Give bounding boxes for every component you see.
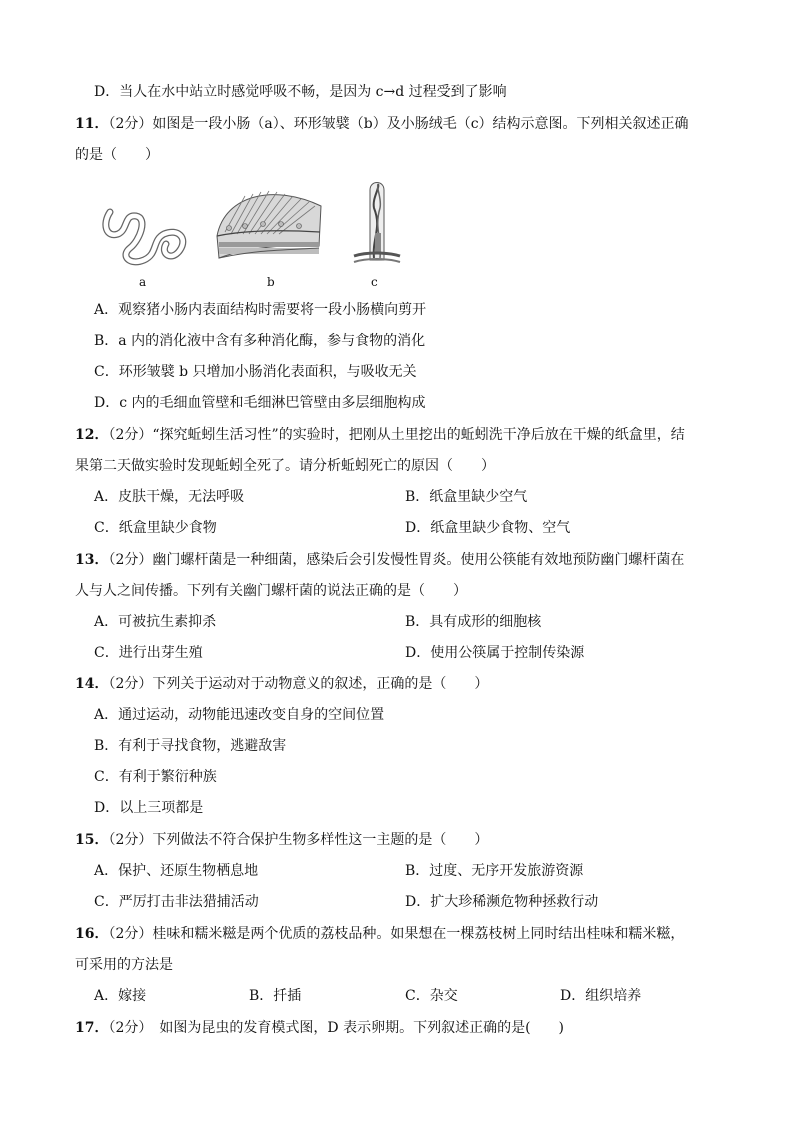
q13-option-b: B．具有成形的细胞核 [405, 614, 542, 630]
q15-option-b: B．过度、无序开发旅游资源 [405, 863, 584, 879]
q12-option-a: A．皮肤干燥，无法呼吸 [94, 489, 245, 505]
q12-option-d: D．纸盒里缺少食物、空气 [405, 520, 571, 536]
q12-row2 [94, 518, 571, 538]
q12-stem [75, 425, 685, 445]
q16-option-c: C．杂交 [405, 988, 458, 1004]
q11-stem [75, 114, 689, 134]
q14-option-d: D．以上三项都是 [94, 800, 204, 816]
q11-figure [100, 178, 420, 293]
q16-option-a: A．嫁接 [94, 988, 147, 1004]
q14-option-c: C．有利于繁衍种族 [94, 769, 217, 785]
q16-option-d: D．组织培养 [560, 988, 642, 1004]
fig-label-b: b [267, 275, 275, 289]
small-intestine-illustration [100, 204, 195, 269]
q13-stem-line1: （2分）幽门螺杆菌是一种细菌，感染后会引发慢性胃炎。使用公筷能有效地预防幽门螺杆菌在 [108, 552, 685, 568]
q13-stem-line2: 人与人之间传播。下列有关幽门螺杆菌的说法正确的是（ ） [75, 583, 467, 599]
q14-option-a: A．通过运动，动物能迅速改变自身的空间位置 [94, 707, 385, 723]
q10-option-d: D．当人在水中站立时感觉呼吸不畅，是因为 c→d 过程受到了影响 [94, 84, 507, 100]
q12-option-c: C．纸盒里缺少食物 [94, 520, 217, 536]
q15-option-a: A．保护、还原生物栖息地 [94, 863, 259, 879]
q14-number: 14． [75, 676, 109, 692]
q12-stem-line2: 果第二天做实验时发现蚯蚓全死了。请分析蚯蚓死亡的原因（ ） [75, 458, 495, 474]
q15-stem [75, 830, 488, 850]
q11-option-a: A．观察猪小肠内表面结构时需要将一段小肠横向剪开 [94, 302, 427, 318]
q15-row2 [94, 892, 599, 912]
q15-row1 [94, 861, 584, 881]
fig-label-c: c [371, 275, 378, 289]
q12-option-b: B．纸盒里缺少空气 [405, 489, 528, 505]
q13-stem [75, 550, 684, 570]
q11-option-c: C．环形皱襞 b 只增加小肠消化表面积，与吸收无关 [94, 364, 417, 380]
q12-row1 [94, 487, 528, 507]
q13-option-d: D．使用公筷属于控制传染源 [405, 645, 585, 661]
q16-number: 16． [75, 926, 109, 942]
q13-option-a: A．可被抗生素抑杀 [94, 614, 217, 630]
q13-row2 [94, 643, 585, 663]
q11-option-d: D．c 内的毛细血管壁和毛细淋巴管壁由多层细胞构成 [94, 395, 426, 411]
villus-illustration [352, 178, 402, 270]
q17-number: 17． [75, 1020, 109, 1036]
q11-number: 11． [75, 116, 109, 132]
fig-label-a: a [139, 275, 147, 289]
q16-option-b: B．扦插 [249, 988, 302, 1004]
q15-number: 15． [75, 832, 109, 848]
q12-number: 12． [75, 427, 109, 443]
q14-stem [75, 674, 488, 694]
q15-option-c: C．严厉打击非法猎捕活动 [94, 894, 259, 910]
q13-option-c: C．进行出芽生殖 [94, 645, 203, 661]
q15-stem-line1: （2分）下列做法不符合保护生物多样性这一主题的是（ ） [108, 832, 489, 848]
q16-stem-line2: 可采用的方法是 [75, 957, 173, 973]
q12-stem-line1: （2分）“探究蚯蚓生活习性”的实验时，把刚从土里挖出的蚯蚓洗干净后放在干燥的纸盒里，结 [108, 427, 685, 443]
q14-stem-line1: （2分）下列关于运动对于动物意义的叙述，正确的是（ ） [108, 676, 489, 692]
q14-option-b: B．有利于寻找食物，逃避敌害 [94, 738, 287, 754]
q11-stem-line1: （2分）如图是一段小肠（a）、环形皱襞（b）及小肠绒毛（c）结构示意图。下列相关叙述正确 [108, 116, 689, 132]
q17-stem-line1: （2分） 如图为昆虫的发育模式图，D 表示卵期。下列叙述正确的是( ) [108, 1020, 564, 1036]
q16-stem [75, 924, 684, 944]
q15-option-d: D．扩大珍稀濒危物种拯救行动 [405, 894, 599, 910]
circular-folds-illustration [215, 186, 325, 268]
q13-number: 13． [75, 552, 109, 568]
q16-stem-line1: （2分）桂味和糯米糍是两个优质的荔枝品种。如果想在一棵荔枝树上同时结出桂味和糯米糍， [108, 926, 685, 942]
q11-option-b: B．a 内的消化液中含有多种消化酶，参与食物的消化 [94, 333, 426, 349]
q13-row1 [94, 612, 542, 632]
q17-stem [75, 1018, 564, 1038]
q11-stem-line2: 的是（ ） [75, 147, 159, 163]
